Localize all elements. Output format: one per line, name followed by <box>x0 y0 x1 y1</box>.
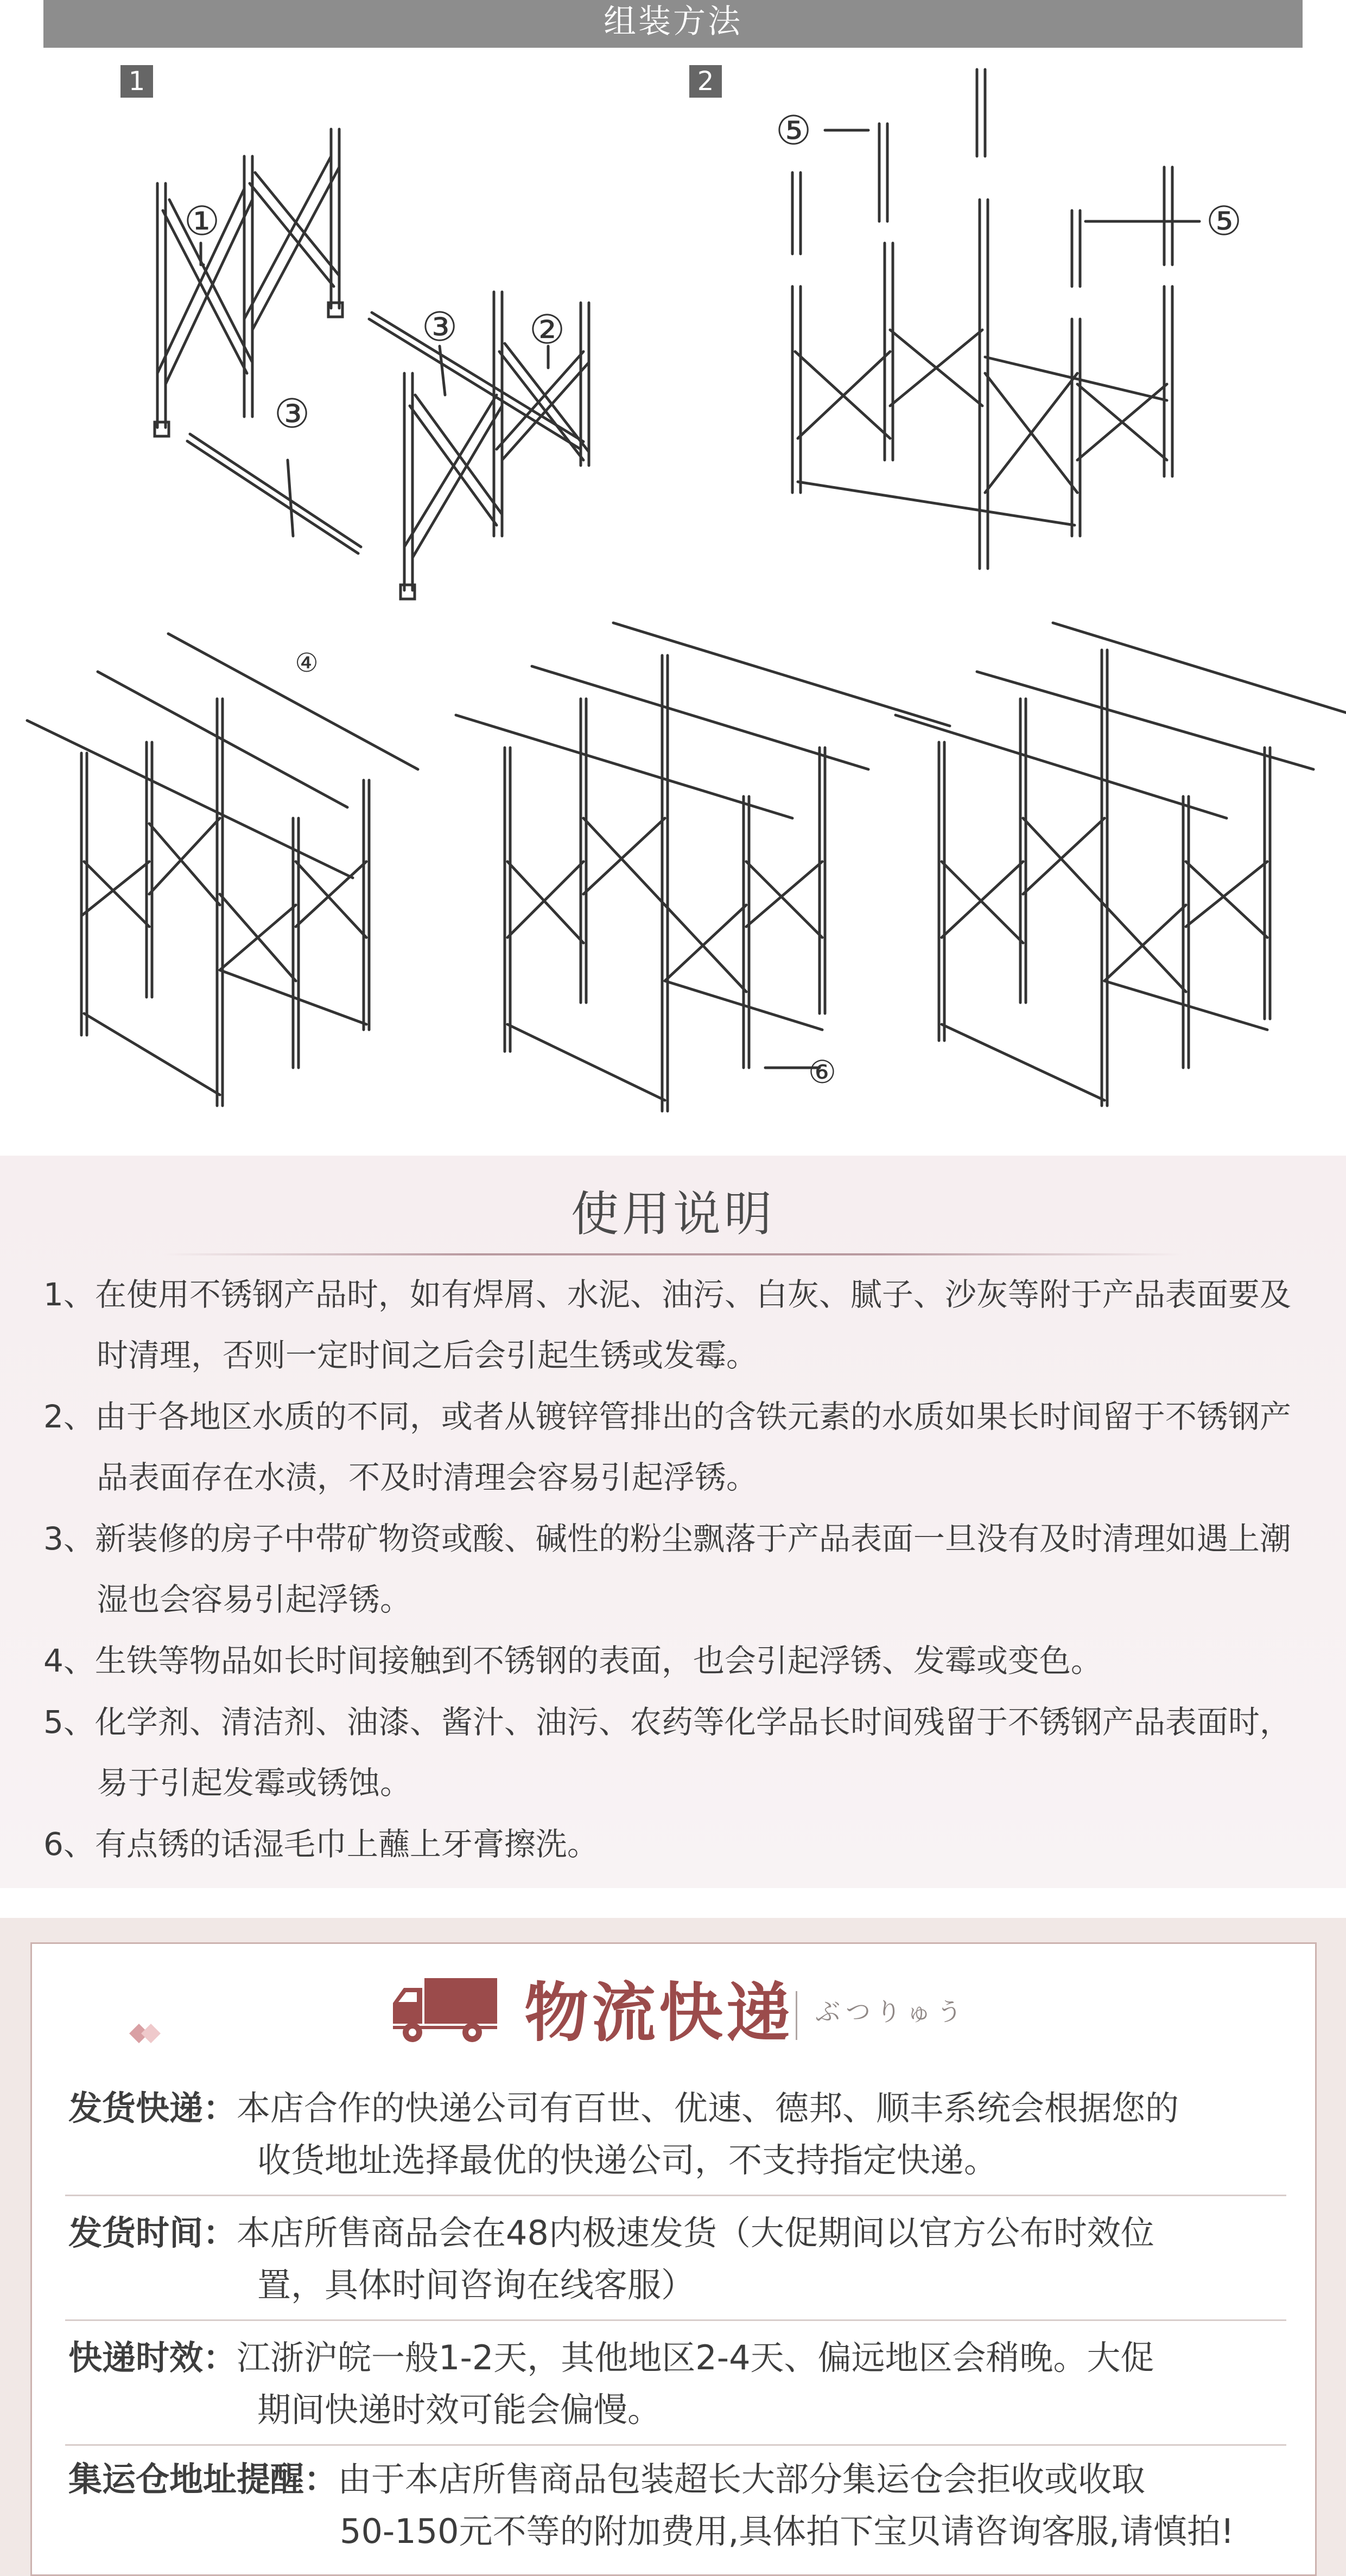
logistics-row-carrier: 发货快递：本店合作的快递公司有百世、优速、德邦、顺丰系统会根据您的 收货地址选择最优的快递公司，不支持指定快递。 <box>68 2088 1179 2180</box>
step4-frame <box>456 623 950 1111</box>
callout-3b: ③ <box>274 391 310 437</box>
logistics-title-separator <box>796 1991 797 2040</box>
step-1-number: 1 <box>128 66 145 97</box>
callout-5a: ⑤ <box>775 107 812 154</box>
callout-1: ① <box>183 198 220 245</box>
section-gap <box>0 1888 1346 1918</box>
callout-4: ④ <box>295 648 319 678</box>
callout-6: ⑥ <box>808 1054 836 1091</box>
callout-2: ② <box>529 307 566 353</box>
usage-title: 使用说明 <box>570 1186 775 1242</box>
logistics-title: 物流快递 <box>524 1975 794 2050</box>
logistics-row-ship-time: 发货时间：本店所售商品会在48内极速发货（大促期间以官方公布时效位 置，具体时间咨询在线客服） <box>68 2213 1154 2305</box>
row-label: 发货快递： <box>68 2088 237 2128</box>
step2-frame <box>792 69 1172 569</box>
diamond-decoration-icon <box>118 2017 167 2050</box>
row-divider <box>65 2319 1286 2321</box>
usage-item-1: 1、在使用不锈钢产品时，如有焊屑、水泥、油污、白灰、腻子、沙灰等附于产品表面要及时清理，否则一定时间之后会引起生锈或发霉。 <box>43 1276 1291 1374</box>
usage-item-3: 3、新装修的房子中带矿物资或酸、碱性的粉尘飘落于产品表面一旦没有及时清理如遇上潮湿也会容易引起浮锈。 <box>43 1520 1291 1618</box>
truck-icon <box>391 1975 499 2045</box>
logistics-subtitle: ぶつりゅう <box>815 1997 967 2026</box>
section-header-assembly: 组装方法 <box>43 0 1303 48</box>
row-divider <box>65 2195 1286 2196</box>
usage-item-4: 4、生铁等物品如长时间接触到不锈钢的表面，也会引起浮锈、发霉或变色。 <box>43 1642 1102 1679</box>
row-label: 发货时间： <box>68 2213 237 2253</box>
usage-item-6: 6、有点锈的话湿毛巾上蘸上牙膏擦洗。 <box>43 1826 599 1863</box>
step-2-number: 2 <box>697 66 714 97</box>
step5-frame <box>896 623 1346 1106</box>
step3-frame <box>27 634 418 1106</box>
assembly-diagram <box>0 48 1346 1155</box>
usage-title-divider <box>163 1253 1183 1255</box>
usage-item-5: 5、化学剂、清洁剂、油漆、酱汁、油污、农药等化学品长时间残留于不锈钢产品表面时，易于引起发霉或锈蚀。 <box>43 1704 1291 1801</box>
row-label: 快递时效： <box>68 2338 237 2377</box>
logistics-row-warehouse-notice: 集运仓地址提醒：由于本店所售商品包装超长大部分集运仓会拒收或收取 50-150元不等的附加费用,具体拍下宝贝请咨询客服,请慎拍! <box>68 2459 1234 2551</box>
usage-item-2: 2、由于各地区水质的不同，或者从镀锌管排出的含铁元素的水质如果长时间留于不锈钢产品表面存在水渍，不及时清理会容易引起浮锈。 <box>43 1398 1291 1496</box>
callout-3a: ③ <box>421 304 458 350</box>
step1-frame-left <box>155 129 342 436</box>
row-divider <box>65 2444 1286 2446</box>
logistics-row-delivery-time: 快递时效：江浙沪皖一般1-2天，其他地区2-4天、偏远地区会稍晚。大促 期间快递时效可能会偏慢。 <box>68 2338 1154 2430</box>
callout-5b: ⑤ <box>1205 198 1242 245</box>
row-label: 集运仓地址提醒： <box>68 2459 338 2499</box>
